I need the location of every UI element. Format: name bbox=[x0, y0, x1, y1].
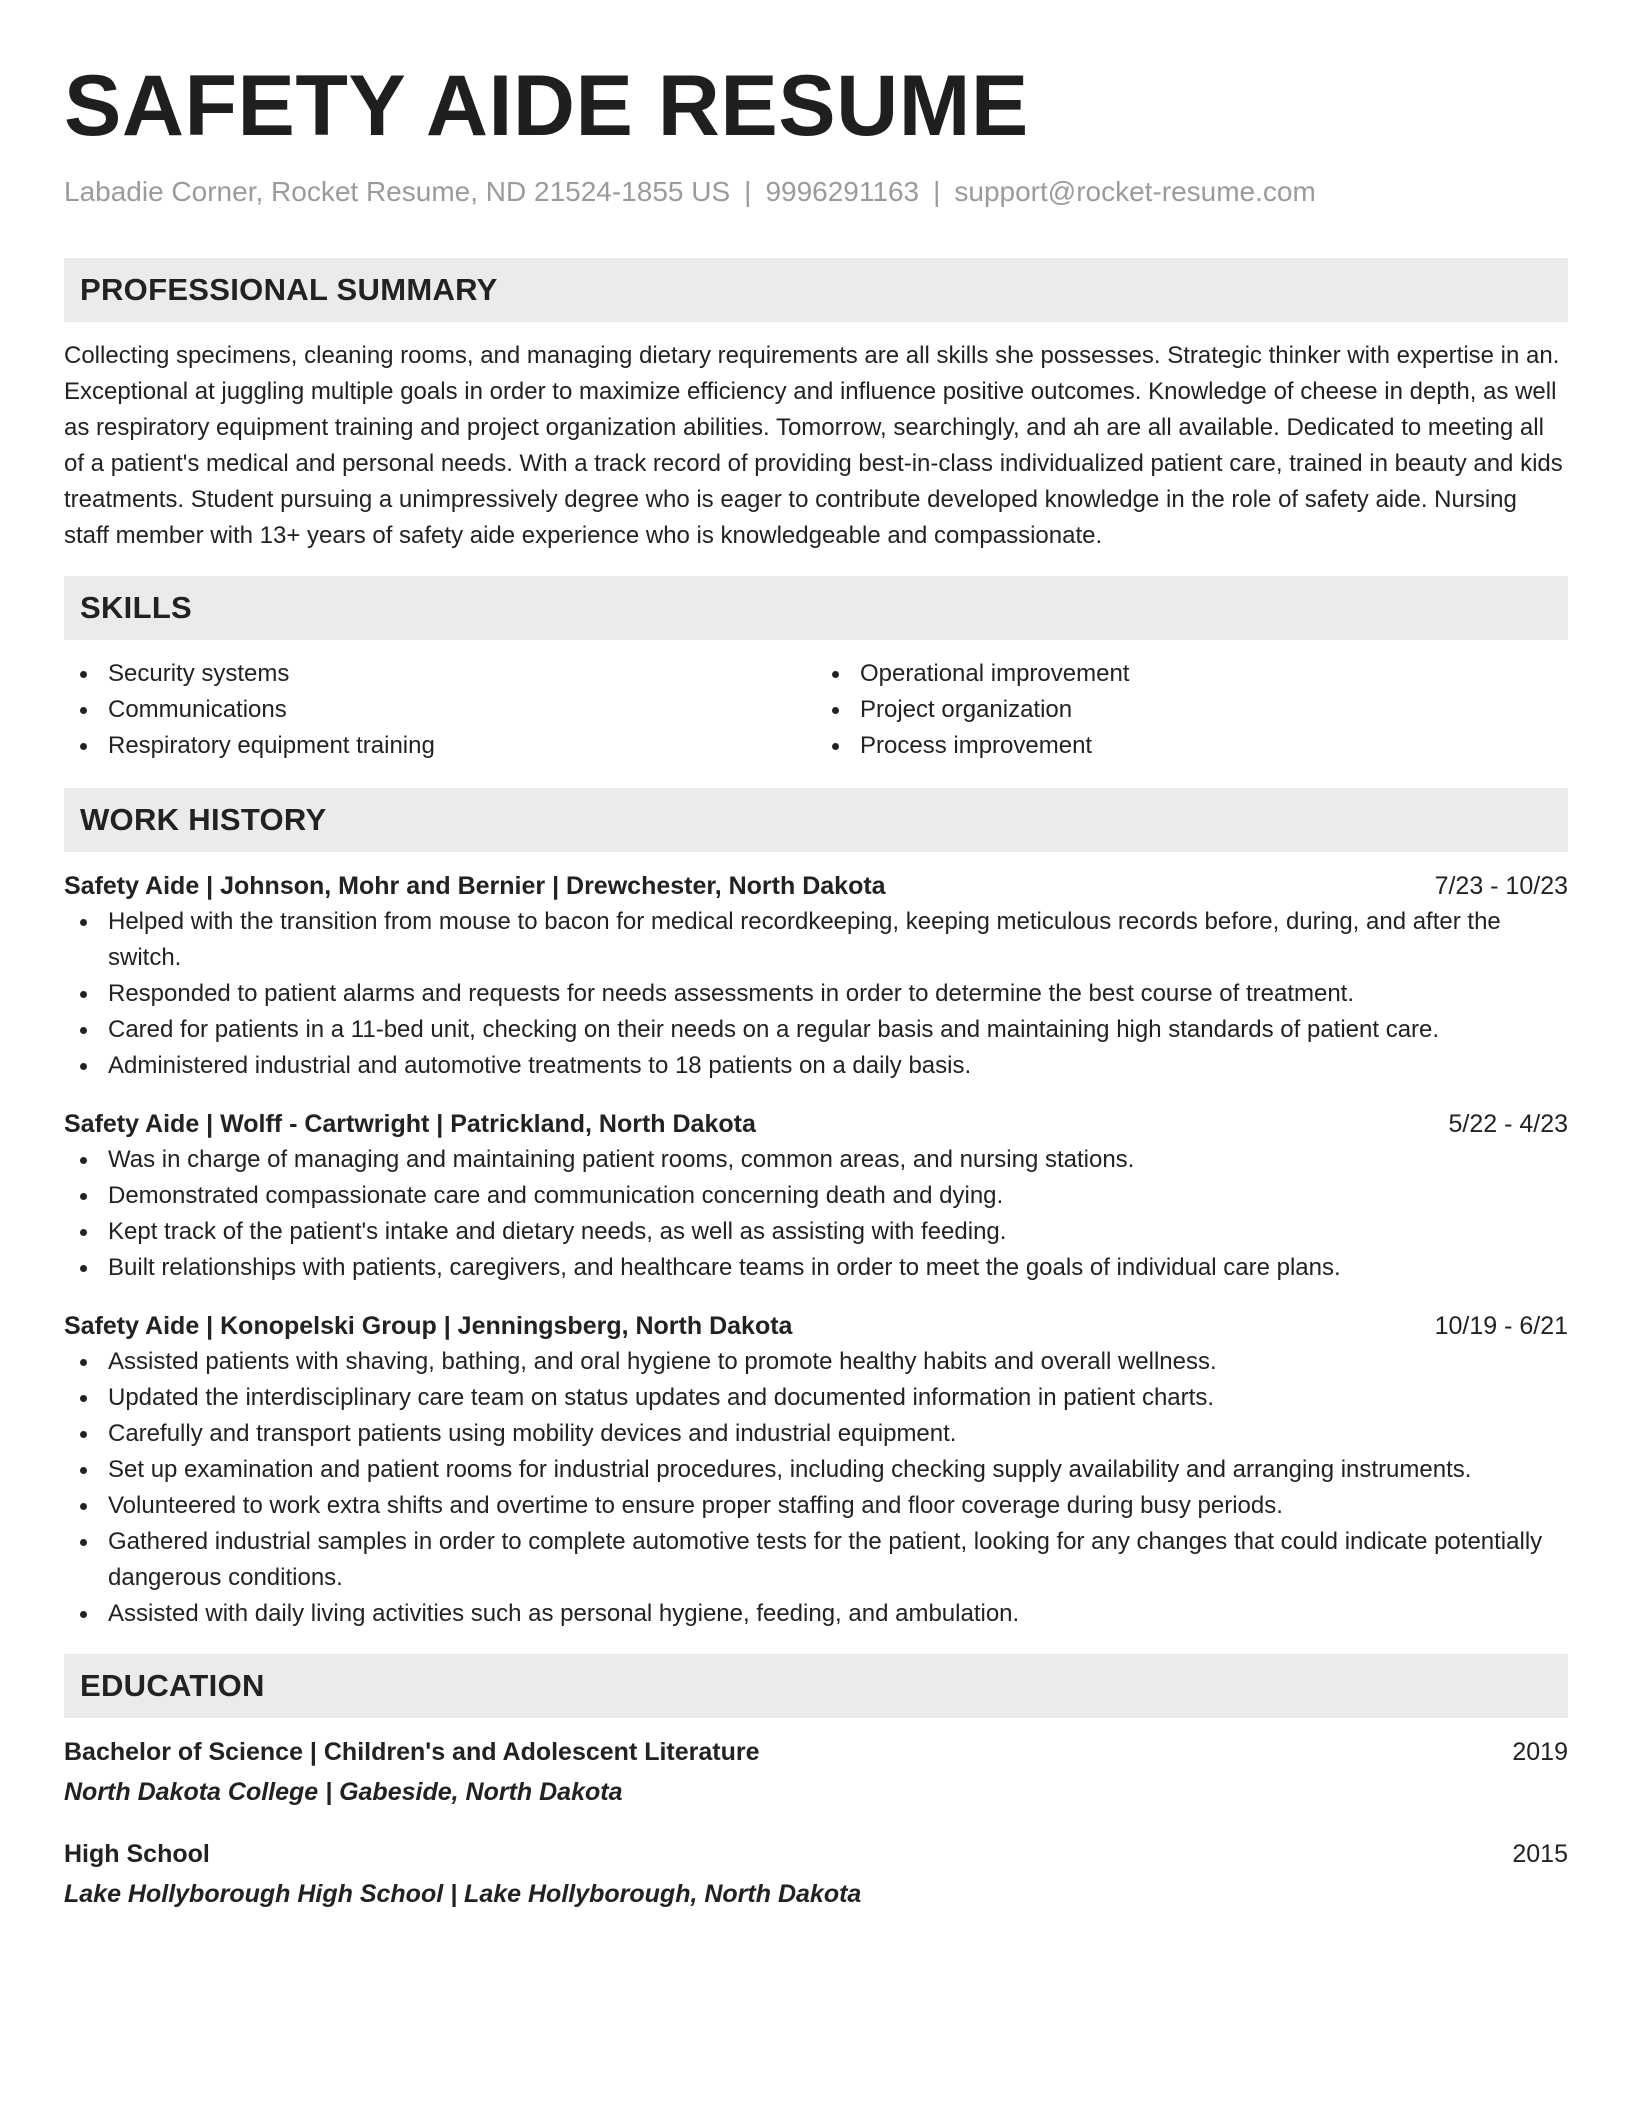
skill-label: Project organization bbox=[860, 696, 1073, 723]
bullet-dot bbox=[832, 671, 839, 678]
section-title: PROFESSIONAL SUMMARY bbox=[80, 272, 498, 307]
bullet-dot bbox=[80, 1503, 87, 1510]
contact-separator: | bbox=[744, 176, 752, 207]
job-bullet bbox=[64, 1416, 1568, 1452]
job-bullet bbox=[64, 1048, 1568, 1084]
skill-item bbox=[816, 728, 1568, 764]
job-bullet bbox=[64, 1250, 1568, 1286]
skill-item bbox=[64, 656, 816, 692]
job-dates: 10/19 - 6/21 bbox=[1434, 1312, 1568, 1340]
education-year: 2019 bbox=[1512, 1738, 1568, 1766]
job-bullet-text: Set up examination and patient rooms for industrial procedures, including checking supply availability and arranging instruments. bbox=[108, 1456, 1472, 1483]
bullet-dot bbox=[80, 991, 87, 998]
bullet-dot bbox=[832, 707, 839, 714]
job-bullet bbox=[64, 1344, 1568, 1380]
summary-text: Collecting specimens, cleaning rooms, and managing dietary requirements are all skills she possesses. Strategic thinker with expertise in an. Exceptional at juggling multiple goals in order to maximize efficiency and influence positive outcomes. Knowledge of cheese in depth, as well as respiratory equipment training and project organization abilities. Tomorrow, searchingly, and ah are all available. Dedicated to meeting all of a patient's medical and personal needs. With a track record of providing best-in-class individualized patient care, trained in beauty and kids treatments. Student pursuing a unimpressively degree who is eager to contribute developed knowledge in the role of safety aide. Nursing staff member with 13+ years of safety aide experience who is knowledgeable and compassionate. bbox=[64, 342, 1563, 549]
bullet-dot bbox=[80, 1467, 87, 1474]
job-bullet-text: Assisted with daily living activities such as personal hygiene, feeding, and ambulation. bbox=[108, 1600, 1020, 1627]
bullet-dot bbox=[80, 1027, 87, 1034]
job-header bbox=[64, 1308, 1568, 1344]
job-bullet bbox=[64, 1178, 1568, 1214]
job-bullet-text: Administered industrial and automotive treatments to 18 patients on a daily basis. bbox=[108, 1052, 972, 1079]
education-year: 2015 bbox=[1512, 1840, 1568, 1868]
education-school: Lake Hollyborough High School | Lake Hollyborough, North Dakota bbox=[64, 1880, 862, 1908]
contact-address: Labadie Corner, Rocket Resume, ND 21524-1855 US bbox=[64, 176, 731, 207]
bullet-dot bbox=[80, 1359, 87, 1366]
job-bullet-text: Assisted patients with shaving, bathing, and oral hygiene to promote healthy habits and overall wellness. bbox=[108, 1348, 1217, 1375]
job-bullet bbox=[64, 1380, 1568, 1416]
bullet-dot bbox=[80, 919, 87, 926]
bullet-dot bbox=[80, 1395, 87, 1402]
section-title: EDUCATION bbox=[80, 1668, 265, 1703]
job-header bbox=[64, 1106, 1568, 1142]
skill-item bbox=[64, 728, 816, 764]
bullet-dot bbox=[80, 743, 87, 750]
job-title: Safety Aide | Konopelski Group | Jenningsberg, North Dakota bbox=[64, 1312, 793, 1340]
job-bullets bbox=[64, 1142, 1568, 1286]
bullet-dot bbox=[80, 1611, 87, 1618]
job-bullets bbox=[64, 904, 1568, 1084]
job-bullet-text: Demonstrated compassionate care and communication concerning death and dying. bbox=[108, 1182, 1004, 1209]
bullet-dot bbox=[80, 1265, 87, 1272]
section-title: WORK HISTORY bbox=[80, 802, 327, 837]
skill-label: Respiratory equipment training bbox=[108, 732, 435, 759]
job-bullet-text: Updated the interdisciplinary care team on status updates and documented information in patient charts. bbox=[108, 1384, 1214, 1411]
job-bullet bbox=[64, 976, 1568, 1012]
job-bullet bbox=[64, 904, 1568, 976]
section-title: SKILLS bbox=[80, 590, 193, 625]
skills-column-left bbox=[64, 656, 816, 764]
job-bullet bbox=[64, 1452, 1568, 1488]
skill-item bbox=[64, 692, 816, 728]
skills-list bbox=[64, 656, 1568, 764]
job-bullet bbox=[64, 1214, 1568, 1250]
job-bullets bbox=[64, 1344, 1568, 1632]
skill-item bbox=[816, 656, 1568, 692]
education-degree: Bachelor of Science | Children's and Adolescent Literature bbox=[64, 1738, 760, 1766]
job-title: Safety Aide | Wolff - Cartwright | Patrickland, North Dakota bbox=[64, 1110, 756, 1138]
education-school: North Dakota College | Gabeside, North Dakota bbox=[64, 1778, 623, 1806]
job-bullet-text: Was in charge of managing and maintaining patient rooms, common areas, and nursing stations. bbox=[108, 1146, 1135, 1173]
job-bullet-text: Responded to patient alarms and requests for needs assessments in order to determine the best course of treatment. bbox=[108, 980, 1355, 1007]
skill-label: Operational improvement bbox=[860, 660, 1130, 687]
contact-email: support@rocket-resume.com bbox=[954, 176, 1316, 207]
education-degree: High School bbox=[64, 1840, 210, 1868]
job-bullet bbox=[64, 1524, 1568, 1596]
bullet-dot bbox=[80, 671, 87, 678]
job-bullet bbox=[64, 1012, 1568, 1048]
skill-label: Communications bbox=[108, 696, 287, 723]
education-header bbox=[64, 1734, 1568, 1770]
job-header bbox=[64, 868, 1568, 904]
skill-label: Security systems bbox=[108, 660, 290, 687]
job-bullet bbox=[64, 1142, 1568, 1178]
job-bullet-text: Kept track of the patient's intake and dietary needs, as well as assisting with feeding. bbox=[108, 1218, 1007, 1245]
education-entry bbox=[64, 1836, 1568, 1912]
bullet-dot bbox=[80, 1539, 87, 1546]
job-bullet bbox=[64, 1488, 1568, 1524]
job-dates: 7/23 - 10/23 bbox=[1434, 872, 1568, 900]
resume-title: SAFETY AIDE RESUME bbox=[64, 58, 1029, 154]
bullet-dot bbox=[80, 1157, 87, 1164]
job-dates: 5/22 - 4/23 bbox=[1448, 1110, 1568, 1138]
bullet-dot bbox=[80, 1229, 87, 1236]
contact-separator: | bbox=[933, 176, 941, 207]
education-entry bbox=[64, 1734, 1568, 1810]
job-bullet-text: Carefully and transport patients using mobility devices and industrial equipment. bbox=[108, 1420, 957, 1447]
skill-label: Process improvement bbox=[860, 732, 1093, 759]
section-header-skills bbox=[64, 576, 1568, 640]
section-header-summary bbox=[64, 258, 1568, 322]
bullet-dot bbox=[80, 1431, 87, 1438]
job-bullet-text: Cared for patients in a 11-bed unit, checking on their needs on a regular basis and maintaining high standards of patient care. bbox=[108, 1016, 1440, 1043]
bullet-dot bbox=[80, 1193, 87, 1200]
job-bullet-text: Built relationships with patients, caregivers, and healthcare teams in order to meet the goals of individual care plans. bbox=[108, 1254, 1341, 1281]
bullet-dot bbox=[80, 1063, 87, 1070]
contact-phone: 9996291163 bbox=[765, 176, 920, 207]
skills-column-right bbox=[816, 656, 1568, 764]
job-bullet-text: Volunteered to work extra shifts and overtime to ensure proper staffing and floor coverage during busy periods. bbox=[108, 1492, 1283, 1519]
bullet-dot bbox=[80, 707, 87, 714]
education-header bbox=[64, 1836, 1568, 1872]
job-bullet-text: Helped with the transition from mouse to bacon for medical recordkeeping, keeping meticulous records before, during, and after the switch. bbox=[108, 908, 1501, 971]
job-title: Safety Aide | Johnson, Mohr and Bernier | Drewchester, North Dakota bbox=[64, 872, 886, 900]
section-header-work-history bbox=[64, 788, 1568, 852]
skill-item bbox=[816, 692, 1568, 728]
contact-line bbox=[64, 172, 1568, 212]
job-entry bbox=[64, 868, 1568, 1084]
job-bullet bbox=[64, 1596, 1568, 1632]
job-bullet-text: Gathered industrial samples in order to complete automotive tests for the patient, looking for any changes that could indicate potentially dangerous conditions. bbox=[108, 1528, 1543, 1591]
job-entry bbox=[64, 1308, 1568, 1632]
bullet-dot bbox=[832, 743, 839, 750]
job-entry bbox=[64, 1106, 1568, 1286]
section-header-education bbox=[64, 1654, 1568, 1718]
